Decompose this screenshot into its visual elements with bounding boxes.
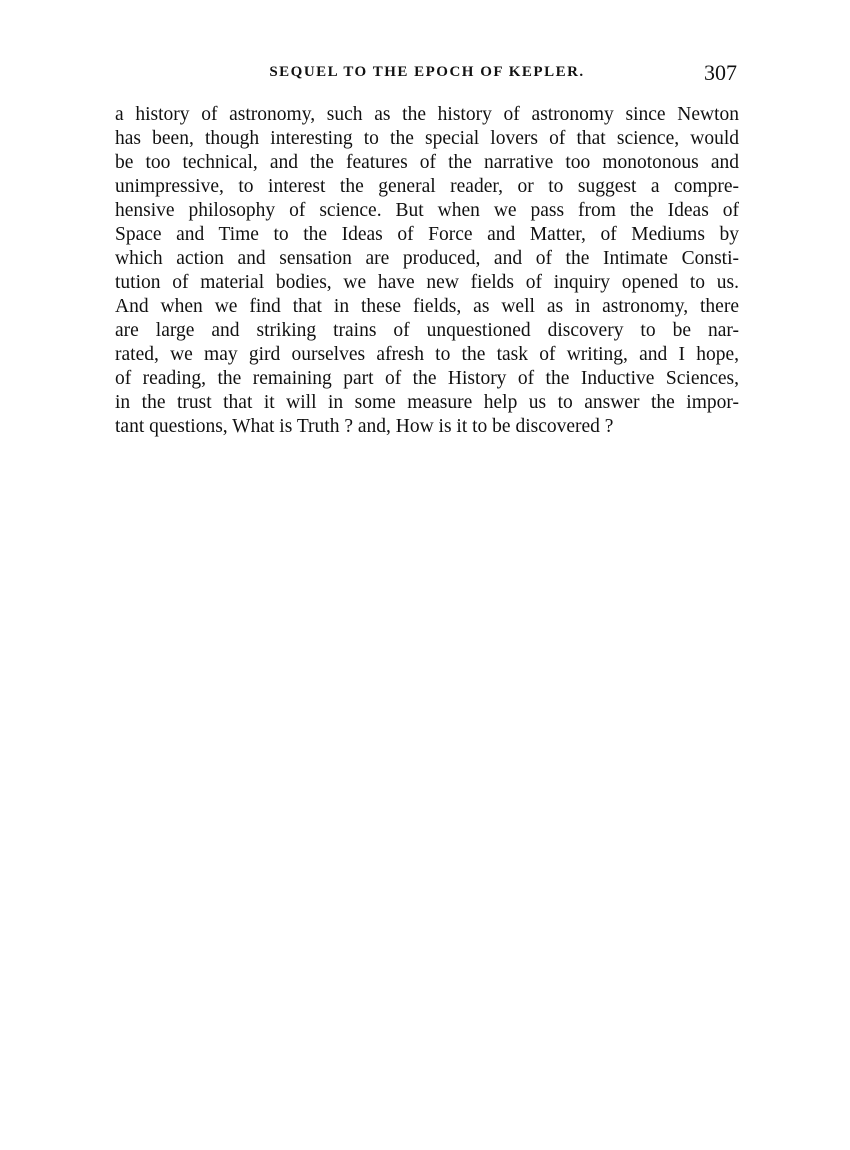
running-head [115, 62, 739, 88]
running-title: SEQUEL TO THE EPOCH OF KEPLER. [269, 64, 585, 80]
text-line: Space and Time to the Ideas of Force and Matter, of Mediums by [115, 224, 739, 245]
text-line: which action and sensation are produced, and of the Intimate Consti- [115, 248, 739, 269]
text-line: in the trust that it will in some measure help us to answer the impor- [115, 392, 739, 413]
text-line: rated, we may gird ourselves afresh to the task of writing, and I hope, [115, 344, 739, 365]
text-line: And when we find that in these fields, as well as in astronomy, there [115, 296, 739, 317]
text-line: tant questions, What is Truth ? and, How is it to be discovered ? [115, 416, 614, 437]
page-number: 307 [704, 60, 737, 85]
text-line: hensive philosophy of science. But when we pass from the Ideas of [115, 200, 739, 221]
text-line: tution of material bodies, we have new fields of inquiry opened to us. [115, 272, 739, 293]
text-line: are large and striking trains of unquestioned discovery to be nar- [115, 320, 739, 341]
text-line: be too technical, and the features of the narrative too monotonous and [115, 152, 739, 173]
body-paragraph [115, 103, 739, 439]
text-line: has been, though interesting to the special lovers of that science, would [115, 128, 739, 149]
text-line: of reading, the remaining part of the History of the Inductive Sciences, [115, 368, 739, 389]
text-line: a history of astronomy, such as the history of astronomy since Newton [115, 104, 739, 125]
text-line: unimpressive, to interest the general reader, or to suggest a compre- [115, 176, 739, 197]
